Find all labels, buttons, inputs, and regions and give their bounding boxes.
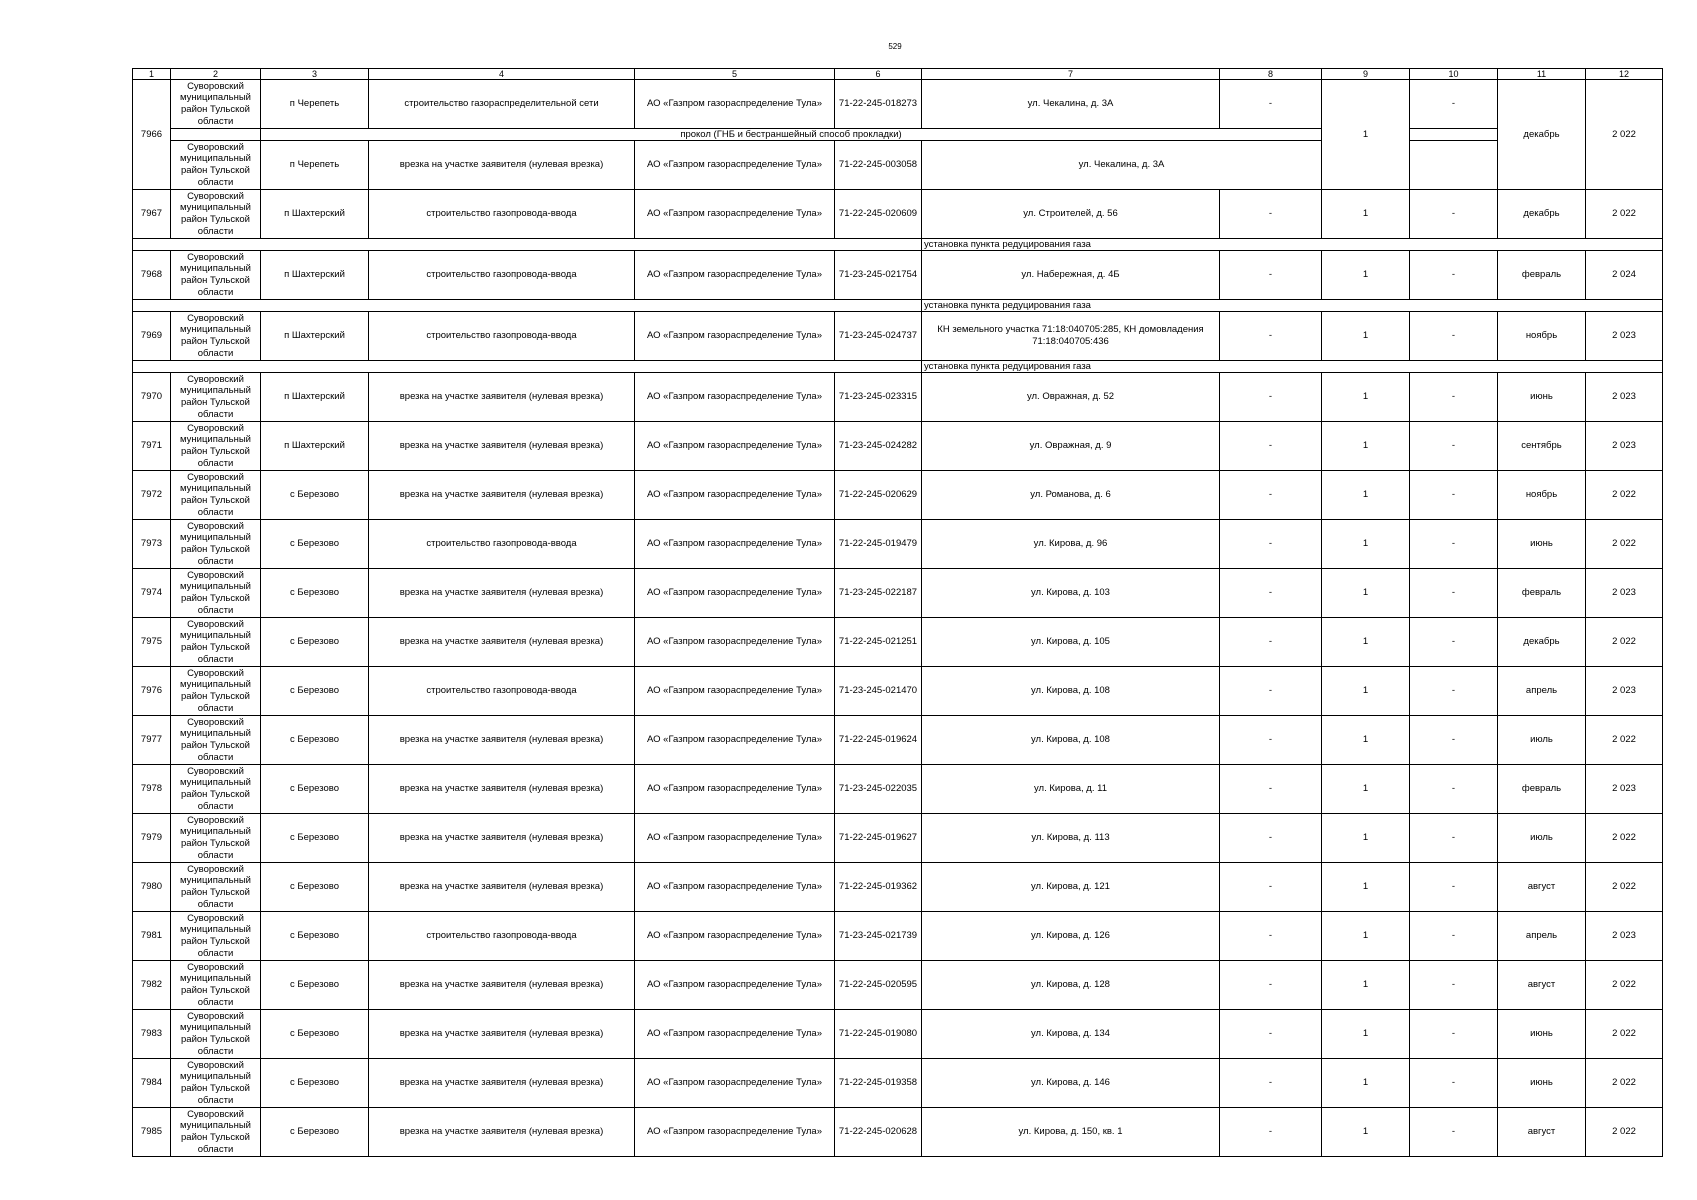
register-table — [132, 68, 1663, 1157]
count-cell: 1 — [1322, 569, 1410, 618]
locality-cell: с Березово — [261, 1059, 369, 1108]
work-type-cell: врезка на участке заявителя (нулевая врезка) — [369, 1010, 635, 1059]
organization-cell: АО «Газпром газораспределение Тула» — [635, 716, 835, 765]
organization-cell: АО «Газпром газораспределение Тула» — [635, 520, 835, 569]
locality-cell: с Березово — [261, 569, 369, 618]
table-note-row — [133, 361, 1663, 373]
table-row — [133, 814, 1663, 863]
district-cell: Суворовский муниципальный район Тульской области — [171, 471, 261, 520]
organization-cell: АО «Газпром газораспределение Тула» — [635, 1059, 835, 1108]
year-cell: 2 023 — [1586, 569, 1663, 618]
count-cell: 1 — [1322, 716, 1410, 765]
district-cell: Суворовский муниципальный район Тульской области — [171, 190, 261, 239]
locality-cell: с Березово — [261, 667, 369, 716]
address-cell: ул. Кирова, д. 96 — [922, 520, 1220, 569]
organization-cell: АО «Газпром газораспределение Тула» — [635, 373, 835, 422]
organization-cell: АО «Газпром газораспределение Тула» — [635, 190, 835, 239]
locality-cell: п Шахтерский — [261, 422, 369, 471]
address-cell: ул. Кирова, д. 128 — [922, 961, 1220, 1010]
locality-cell: с Березово — [261, 814, 369, 863]
table-row — [133, 765, 1663, 814]
work-type-cell: строительство газопровода-ввода — [369, 190, 635, 239]
row-number: 7966 — [133, 80, 171, 190]
locality-cell: с Березово — [261, 716, 369, 765]
month-cell: ноябрь — [1498, 471, 1586, 520]
month-cell: апрель — [1498, 667, 1586, 716]
month-cell: декабрь — [1498, 190, 1586, 239]
table-row — [133, 863, 1663, 912]
count-cell: 1 — [1322, 618, 1410, 667]
work-type-cell: врезка на участке заявителя (нулевая врезка) — [369, 716, 635, 765]
row-number: 7971 — [133, 422, 171, 471]
row-number: 7978 — [133, 765, 171, 814]
year-cell: 2 022 — [1586, 716, 1663, 765]
row-number: 7974 — [133, 569, 171, 618]
year-cell: 2 022 — [1586, 80, 1663, 190]
col10-cell: - — [1410, 251, 1498, 300]
col8-cell: - — [1220, 814, 1322, 863]
work-type-cell: строительство газопровода-ввода — [369, 912, 635, 961]
work-type-cell: врезка на участке заявителя (нулевая врезка) — [369, 1108, 635, 1157]
table-row — [133, 251, 1663, 300]
table-row — [133, 1059, 1663, 1108]
address-cell: ул. Кирова, д. 108 — [922, 716, 1220, 765]
table-note-row — [133, 129, 1663, 141]
count-cell: 1 — [1322, 1108, 1410, 1157]
code-cell: 71-22-245-019362 — [835, 863, 922, 912]
row-number: 7967 — [133, 190, 171, 239]
year-cell: 2 022 — [1586, 1059, 1663, 1108]
month-cell: сентябрь — [1498, 422, 1586, 471]
table-note-row — [133, 300, 1663, 312]
col10-cell: - — [1410, 912, 1498, 961]
work-type-cell: врезка на участке заявителя (нулевая врезка) — [369, 1059, 635, 1108]
col10-cell — [1410, 141, 1498, 190]
row-number: 7977 — [133, 716, 171, 765]
district-cell: Суворовский муниципальный район Тульской области — [171, 1108, 261, 1157]
row-number: 7969 — [133, 312, 171, 361]
work-type-cell: строительство газопровода-ввода — [369, 312, 635, 361]
col10-cell: - — [1410, 618, 1498, 667]
month-cell: ноябрь — [1498, 312, 1586, 361]
row-number: 7973 — [133, 520, 171, 569]
year-cell: 2 022 — [1586, 190, 1663, 239]
month-cell: февраль — [1498, 569, 1586, 618]
district-cell: Суворовский муниципальный район Тульской области — [171, 422, 261, 471]
organization-cell: АО «Газпром газораспределение Тула» — [635, 1108, 835, 1157]
row-number: 7980 — [133, 863, 171, 912]
month-cell: июнь — [1498, 1010, 1586, 1059]
month-cell: апрель — [1498, 912, 1586, 961]
organization-cell: АО «Газпром газораспределение Тула» — [635, 961, 835, 1010]
col10-cell: - — [1410, 814, 1498, 863]
organization-cell: АО «Газпром газораспределение Тула» — [635, 814, 835, 863]
year-cell: 2 023 — [1586, 765, 1663, 814]
row-number: 7982 — [133, 961, 171, 1010]
col8-cell: - — [1220, 471, 1322, 520]
month-cell: февраль — [1498, 765, 1586, 814]
district-cell: Суворовский муниципальный район Тульской области — [171, 961, 261, 1010]
address-cell: КН земельного участка 71:18:040705:285, КН домовладения 71:18:040705:436 — [922, 312, 1220, 361]
note-cell: установка пункта редуцирования газа — [922, 300, 1663, 312]
col10-cell: - — [1410, 1059, 1498, 1108]
code-cell: 71-23-245-024737 — [835, 312, 922, 361]
column-header: 1 — [133, 69, 171, 80]
month-cell: июнь — [1498, 373, 1586, 422]
month-cell: июль — [1498, 814, 1586, 863]
district-cell: Суворовский муниципальный район Тульской области — [171, 765, 261, 814]
count-cell: 1 — [1322, 471, 1410, 520]
column-header: 7 — [922, 69, 1220, 80]
blank-cell — [133, 239, 922, 251]
col10-cell: - — [1410, 373, 1498, 422]
district-cell: Суворовский муниципальный район Тульской области — [171, 373, 261, 422]
count-cell: 1 — [1322, 251, 1410, 300]
organization-cell: АО «Газпром газораспределение Тула» — [635, 422, 835, 471]
col8-cell: - — [1220, 80, 1322, 129]
col8-cell: - — [1220, 1010, 1322, 1059]
year-cell: 2 023 — [1586, 912, 1663, 961]
locality-cell: п Черепеть — [261, 80, 369, 129]
table-row — [133, 569, 1663, 618]
col10-cell: - — [1410, 863, 1498, 912]
row-number: 7975 — [133, 618, 171, 667]
code-cell: 71-23-245-021470 — [835, 667, 922, 716]
blank-cell — [133, 300, 922, 312]
month-cell: август — [1498, 863, 1586, 912]
col8-cell: - — [1220, 422, 1322, 471]
organization-cell: АО «Газпром газораспределение Тула» — [635, 618, 835, 667]
col8-cell: - — [1220, 569, 1322, 618]
organization-cell: АО «Газпром газораспределение Тула» — [635, 667, 835, 716]
row-number: 7968 — [133, 251, 171, 300]
code-cell: 71-23-245-022187 — [835, 569, 922, 618]
table-row — [133, 1108, 1663, 1157]
address-cell: ул. Набережная, д. 4Б — [922, 251, 1220, 300]
month-cell: август — [1498, 961, 1586, 1010]
work-type-cell: врезка на участке заявителя (нулевая врезка) — [369, 961, 635, 1010]
count-cell: 1 — [1322, 373, 1410, 422]
address-cell: ул. Овражная, д. 9 — [922, 422, 1220, 471]
count-cell: 1 — [1322, 422, 1410, 471]
organization-cell: АО «Газпром газораспределение Тула» — [635, 863, 835, 912]
year-cell: 2 022 — [1586, 520, 1663, 569]
district-cell: Суворовский муниципальный район Тульской области — [171, 1059, 261, 1108]
code-cell: 71-22-245-020595 — [835, 961, 922, 1010]
note-cell: прокол (ГНБ и бестраншейный способ прокладки) — [261, 129, 1322, 141]
col10-cell: - — [1410, 422, 1498, 471]
address-cell: ул. Строителей, д. 56 — [922, 190, 1220, 239]
row-number: 7972 — [133, 471, 171, 520]
district-cell: Суворовский муниципальный район Тульской области — [171, 716, 261, 765]
code-cell: 71-22-245-018273 — [835, 80, 922, 129]
table-row — [133, 141, 1663, 190]
locality-cell: с Березово — [261, 520, 369, 569]
col8-cell: - — [1220, 961, 1322, 1010]
col10-cell: - — [1410, 312, 1498, 361]
work-type-cell: врезка на участке заявителя (нулевая врезка) — [369, 618, 635, 667]
address-cell: ул. Кирова, д. 108 — [922, 667, 1220, 716]
month-cell: декабрь — [1498, 80, 1586, 190]
month-cell: февраль — [1498, 251, 1586, 300]
code-cell: 71-22-245-021251 — [835, 618, 922, 667]
year-cell: 2 023 — [1586, 312, 1663, 361]
year-cell: 2 023 — [1586, 373, 1663, 422]
district-cell: Суворовский муниципальный район Тульской области — [171, 667, 261, 716]
organization-cell: АО «Газпром газораспределение Тула» — [635, 912, 835, 961]
district-cell: Суворовский муниципальный район Тульской области — [171, 618, 261, 667]
month-cell: декабрь — [1498, 618, 1586, 667]
address-cell: ул. Кирова, д. 134 — [922, 1010, 1220, 1059]
code-cell: 71-23-245-021739 — [835, 912, 922, 961]
col8-cell: - — [1220, 312, 1322, 361]
count-cell: 1 — [1322, 814, 1410, 863]
district-cell: Суворовский муниципальный район Тульской области — [171, 1010, 261, 1059]
col8-cell: - — [1220, 1059, 1322, 1108]
locality-cell: с Березово — [261, 863, 369, 912]
district-cell: Суворовский муниципальный район Тульской области — [171, 141, 261, 190]
col8-cell: - — [1220, 251, 1322, 300]
address-cell: ул. Овражная, д. 52 — [922, 373, 1220, 422]
col8-cell: - — [1220, 716, 1322, 765]
organization-cell: АО «Газпром газораспределение Тула» — [635, 1010, 835, 1059]
column-header: 3 — [261, 69, 369, 80]
count-cell: 1 — [1322, 961, 1410, 1010]
address-cell: ул. Кирова, д. 126 — [922, 912, 1220, 961]
year-cell: 2 022 — [1586, 618, 1663, 667]
blank-cell — [1410, 129, 1498, 141]
organization-cell: АО «Газпром газораспределение Тула» — [635, 569, 835, 618]
code-cell: 71-23-245-022035 — [835, 765, 922, 814]
year-cell: 2 022 — [1586, 961, 1663, 1010]
address-cell: ул. Чекалина, д. 3А — [922, 80, 1220, 129]
table-row — [133, 471, 1663, 520]
locality-cell: с Березово — [261, 1108, 369, 1157]
count-cell: 1 — [1322, 912, 1410, 961]
col8-cell: - — [1220, 1108, 1322, 1157]
table-row — [133, 961, 1663, 1010]
col10-cell: - — [1410, 667, 1498, 716]
code-cell: 71-22-245-020628 — [835, 1108, 922, 1157]
organization-cell: АО «Газпром газораспределение Тула» — [635, 141, 835, 190]
note-cell: установка пункта редуцирования газа — [922, 239, 1663, 251]
organization-cell: АО «Газпром газораспределение Тула» — [635, 251, 835, 300]
col8-cell: - — [1220, 863, 1322, 912]
work-type-cell: врезка на участке заявителя (нулевая врезка) — [369, 569, 635, 618]
address-cell: ул. Кирова, д. 11 — [922, 765, 1220, 814]
year-cell: 2 023 — [1586, 422, 1663, 471]
row-number: 7983 — [133, 1010, 171, 1059]
locality-cell: п Шахтерский — [261, 190, 369, 239]
locality-cell: с Березово — [261, 1010, 369, 1059]
row-number: 7985 — [133, 1108, 171, 1157]
locality-cell: п Черепеть — [261, 141, 369, 190]
year-cell: 2 022 — [1586, 814, 1663, 863]
district-cell: Суворовский муниципальный район Тульской области — [171, 863, 261, 912]
row-number: 7981 — [133, 912, 171, 961]
count-cell: 1 — [1322, 520, 1410, 569]
column-header-row — [133, 69, 1663, 80]
year-cell: 2 022 — [1586, 1010, 1663, 1059]
code-cell: 71-22-245-019358 — [835, 1059, 922, 1108]
count-cell: 1 — [1322, 667, 1410, 716]
district-cell: Суворовский муниципальный район Тульской области — [171, 312, 261, 361]
column-header: 4 — [369, 69, 635, 80]
table-row — [133, 373, 1663, 422]
code-cell: 71-22-245-020629 — [835, 471, 922, 520]
column-header: 2 — [171, 69, 261, 80]
year-cell: 2 022 — [1586, 1108, 1663, 1157]
address-cell: ул. Кирова, д. 105 — [922, 618, 1220, 667]
table-row — [133, 716, 1663, 765]
code-cell: 71-23-245-024282 — [835, 422, 922, 471]
col8-cell: - — [1220, 520, 1322, 569]
locality-cell: с Березово — [261, 912, 369, 961]
work-type-cell: врезка на участке заявителя (нулевая врезка) — [369, 471, 635, 520]
address-cell: ул. Кирова, д. 121 — [922, 863, 1220, 912]
table-row — [133, 1010, 1663, 1059]
col10-cell: - — [1410, 1108, 1498, 1157]
address-cell: ул. Романова, д. 6 — [922, 471, 1220, 520]
count-cell: 1 — [1322, 312, 1410, 361]
district-cell: Суворовский муниципальный район Тульской области — [171, 814, 261, 863]
col10-cell: - — [1410, 765, 1498, 814]
address-cell: ул. Кирова, д. 103 — [922, 569, 1220, 618]
locality-cell: с Березово — [261, 471, 369, 520]
col10-cell: - — [1410, 80, 1498, 129]
address-cell: ул. Кирова, д. 150, кв. 1 — [922, 1108, 1220, 1157]
blank-cell — [171, 129, 261, 141]
work-type-cell: врезка на участке заявителя (нулевая врезка) — [369, 765, 635, 814]
col8-cell: - — [1220, 618, 1322, 667]
table-row — [133, 422, 1663, 471]
locality-cell: с Березово — [261, 961, 369, 1010]
work-type-cell: строительство газопровода-ввода — [369, 667, 635, 716]
col10-cell: - — [1410, 1010, 1498, 1059]
column-header: 10 — [1410, 69, 1498, 80]
table-row — [133, 80, 1663, 129]
month-cell: август — [1498, 1108, 1586, 1157]
address-cell: ул. Кирова, д. 113 — [922, 814, 1220, 863]
row-number: 7984 — [133, 1059, 171, 1108]
district-cell: Суворовский муниципальный район Тульской области — [171, 520, 261, 569]
district-cell: Суворовский муниципальный район Тульской области — [171, 912, 261, 961]
month-cell: июнь — [1498, 520, 1586, 569]
organization-cell: АО «Газпром газораспределение Тула» — [635, 312, 835, 361]
district-cell: Суворовский муниципальный район Тульской области — [171, 80, 261, 129]
address-cell: ул. Кирова, д. 146 — [922, 1059, 1220, 1108]
count-cell: 1 — [1322, 1059, 1410, 1108]
count-cell: 1 — [1322, 190, 1410, 239]
work-type-cell: строительство газопровода-ввода — [369, 251, 635, 300]
work-type-cell: врезка на участке заявителя (нулевая врезка) — [369, 814, 635, 863]
year-cell: 2 023 — [1586, 667, 1663, 716]
count-cell: 1 — [1322, 80, 1410, 190]
col10-cell: - — [1410, 961, 1498, 1010]
month-cell: июль — [1498, 716, 1586, 765]
col10-cell: - — [1410, 520, 1498, 569]
locality-cell: с Березово — [261, 618, 369, 667]
row-number: 7970 — [133, 373, 171, 422]
col8-cell: - — [1220, 373, 1322, 422]
locality-cell: п Шахтерский — [261, 312, 369, 361]
work-type-cell: строительство газопровода-ввода — [369, 520, 635, 569]
year-cell: 2 022 — [1586, 863, 1663, 912]
page-number: 529 — [888, 42, 902, 51]
col10-cell: - — [1410, 190, 1498, 239]
count-cell: 1 — [1322, 863, 1410, 912]
locality-cell: п Шахтерский — [261, 373, 369, 422]
district-cell: Суворовский муниципальный район Тульской области — [171, 251, 261, 300]
table-row — [133, 190, 1663, 239]
organization-cell: АО «Газпром газораспределение Тула» — [635, 765, 835, 814]
code-cell: 71-23-245-023315 — [835, 373, 922, 422]
work-type-cell: врезка на участке заявителя (нулевая врезка) — [369, 422, 635, 471]
col8-cell: - — [1220, 190, 1322, 239]
work-type-cell: врезка на участке заявителя (нулевая врезка) — [369, 863, 635, 912]
column-header: 5 — [635, 69, 835, 80]
month-cell: июнь — [1498, 1059, 1586, 1108]
table-row — [133, 312, 1663, 361]
row-number: 7976 — [133, 667, 171, 716]
col8-cell: - — [1220, 667, 1322, 716]
code-cell: 71-22-245-019479 — [835, 520, 922, 569]
table-row — [133, 912, 1663, 961]
count-cell: 1 — [1322, 765, 1410, 814]
year-cell: 2 022 — [1586, 471, 1663, 520]
table-row — [133, 520, 1663, 569]
code-cell: 71-22-245-003058 — [835, 141, 922, 190]
code-cell: 71-22-245-019624 — [835, 716, 922, 765]
locality-cell: п Шахтерский — [261, 251, 369, 300]
column-header: 9 — [1322, 69, 1410, 80]
code-cell: 71-22-245-019627 — [835, 814, 922, 863]
col10-cell: - — [1410, 471, 1498, 520]
year-cell: 2 024 — [1586, 251, 1663, 300]
code-cell: 71-23-245-021754 — [835, 251, 922, 300]
work-type-cell: строительство газораспределительной сети — [369, 80, 635, 129]
blank-cell — [133, 361, 922, 373]
col8-cell: - — [1220, 912, 1322, 961]
col8-cell: - — [1220, 765, 1322, 814]
column-header: 8 — [1220, 69, 1322, 80]
district-cell: Суворовский муниципальный район Тульской области — [171, 569, 261, 618]
column-header: 12 — [1586, 69, 1663, 80]
note-cell: установка пункта редуцирования газа — [922, 361, 1663, 373]
col10-cell: - — [1410, 716, 1498, 765]
column-header: 11 — [1498, 69, 1586, 80]
count-cell: 1 — [1322, 1010, 1410, 1059]
organization-cell: АО «Газпром газораспределение Тула» — [635, 80, 835, 129]
col10-cell: - — [1410, 569, 1498, 618]
work-type-cell: врезка на участке заявителя (нулевая врезка) — [369, 373, 635, 422]
table-row — [133, 667, 1663, 716]
column-header: 6 — [835, 69, 922, 80]
code-cell: 71-22-245-019080 — [835, 1010, 922, 1059]
table-note-row — [133, 239, 1663, 251]
address-cell: ул. Чекалина, д. 3А — [922, 141, 1322, 190]
locality-cell: с Березово — [261, 765, 369, 814]
code-cell: 71-22-245-020609 — [835, 190, 922, 239]
row-number: 7979 — [133, 814, 171, 863]
work-type-cell: врезка на участке заявителя (нулевая врезка) — [369, 141, 635, 190]
organization-cell: АО «Газпром газораспределение Тула» — [635, 471, 835, 520]
table-row — [133, 618, 1663, 667]
